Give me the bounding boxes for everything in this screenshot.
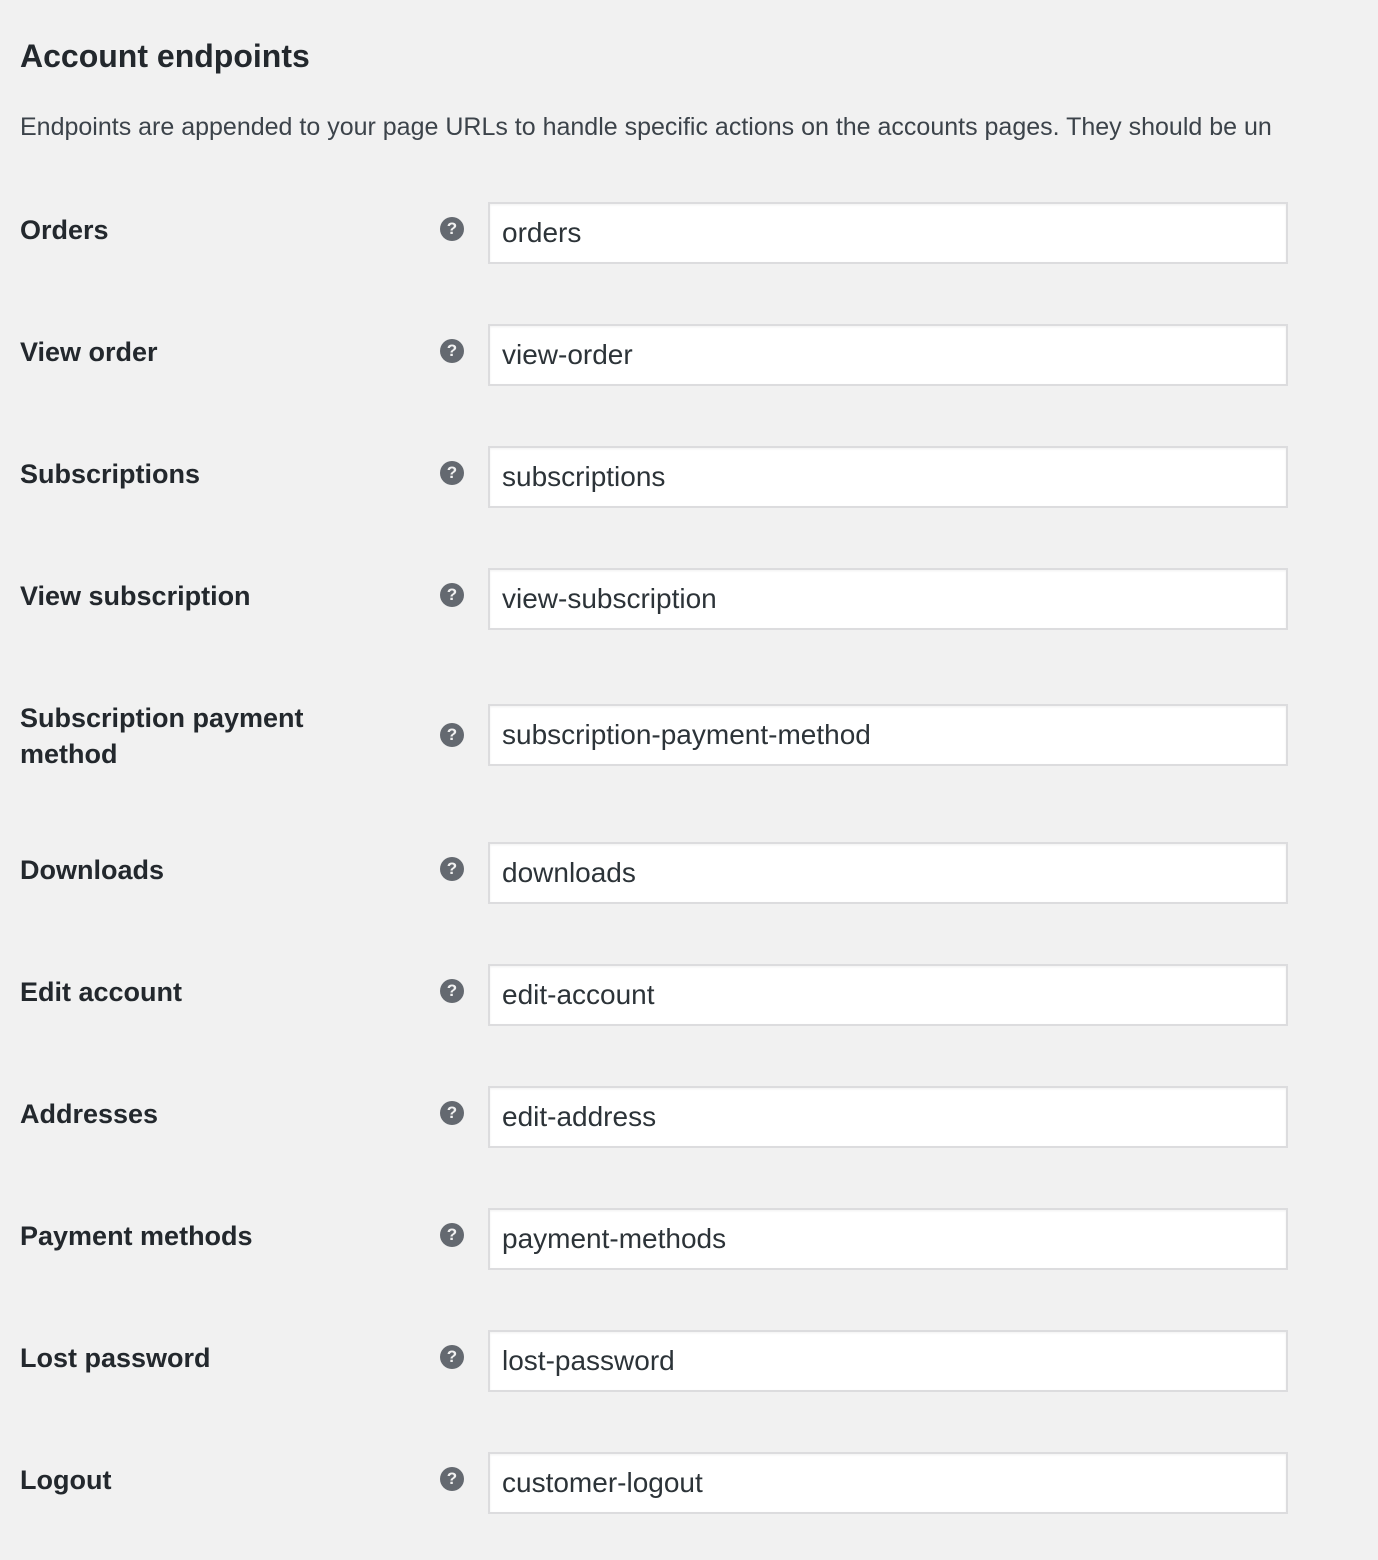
help-icon[interactable]: ? <box>440 461 464 485</box>
help-icon[interactable]: ? <box>440 339 464 363</box>
endpoint-input-view-order[interactable] <box>488 324 1288 386</box>
field-label-view-subscription: View subscription <box>20 581 251 611</box>
endpoint-input-edit-account[interactable] <box>488 964 1288 1026</box>
section-title: Account endpoints <box>20 38 310 74</box>
help-icon[interactable]: ? <box>440 1467 464 1491</box>
field-label-subscriptions: Subscriptions <box>20 459 201 489</box>
field-label-logout: Logout <box>20 1465 112 1495</box>
help-icon[interactable]: ? <box>440 979 464 1003</box>
endpoint-input-addresses[interactable] <box>488 1086 1288 1148</box>
endpoint-input-lost-password[interactable] <box>488 1330 1288 1392</box>
help-icon[interactable]: ? <box>440 857 464 881</box>
help-icon[interactable]: ? <box>440 1223 464 1247</box>
help-icon[interactable]: ? <box>440 583 464 607</box>
field-label-addresses: Addresses <box>20 1099 159 1129</box>
field-label-view-order: View order <box>20 337 158 367</box>
field-label-payment-methods: Payment methods <box>20 1221 253 1251</box>
field-label-edit-account: Edit account <box>20 977 183 1007</box>
endpoint-input-downloads[interactable] <box>488 842 1288 904</box>
endpoint-input-payment-methods[interactable] <box>488 1208 1288 1270</box>
endpoint-input-orders[interactable] <box>488 202 1288 264</box>
help-icon[interactable]: ? <box>440 1101 464 1125</box>
field-label-subscription-payment-method: Subscription payment method <box>20 703 304 769</box>
section-description: Endpoints are appended to your page URLs to handle specific actions on the accounts pages. They should be un <box>20 113 1272 141</box>
field-label-downloads: Downloads <box>20 855 165 885</box>
endpoint-input-view-subscription[interactable] <box>488 568 1288 630</box>
endpoint-input-subscription-payment-method[interactable] <box>488 704 1288 766</box>
field-label-lost-password: Lost password <box>20 1343 211 1373</box>
help-icon[interactable]: ? <box>440 217 464 241</box>
field-label-orders: Orders <box>20 215 109 245</box>
endpoint-input-logout[interactable] <box>488 1452 1288 1514</box>
help-icon[interactable]: ? <box>440 723 464 747</box>
help-icon[interactable]: ? <box>440 1345 464 1369</box>
endpoint-input-subscriptions[interactable] <box>488 446 1288 508</box>
